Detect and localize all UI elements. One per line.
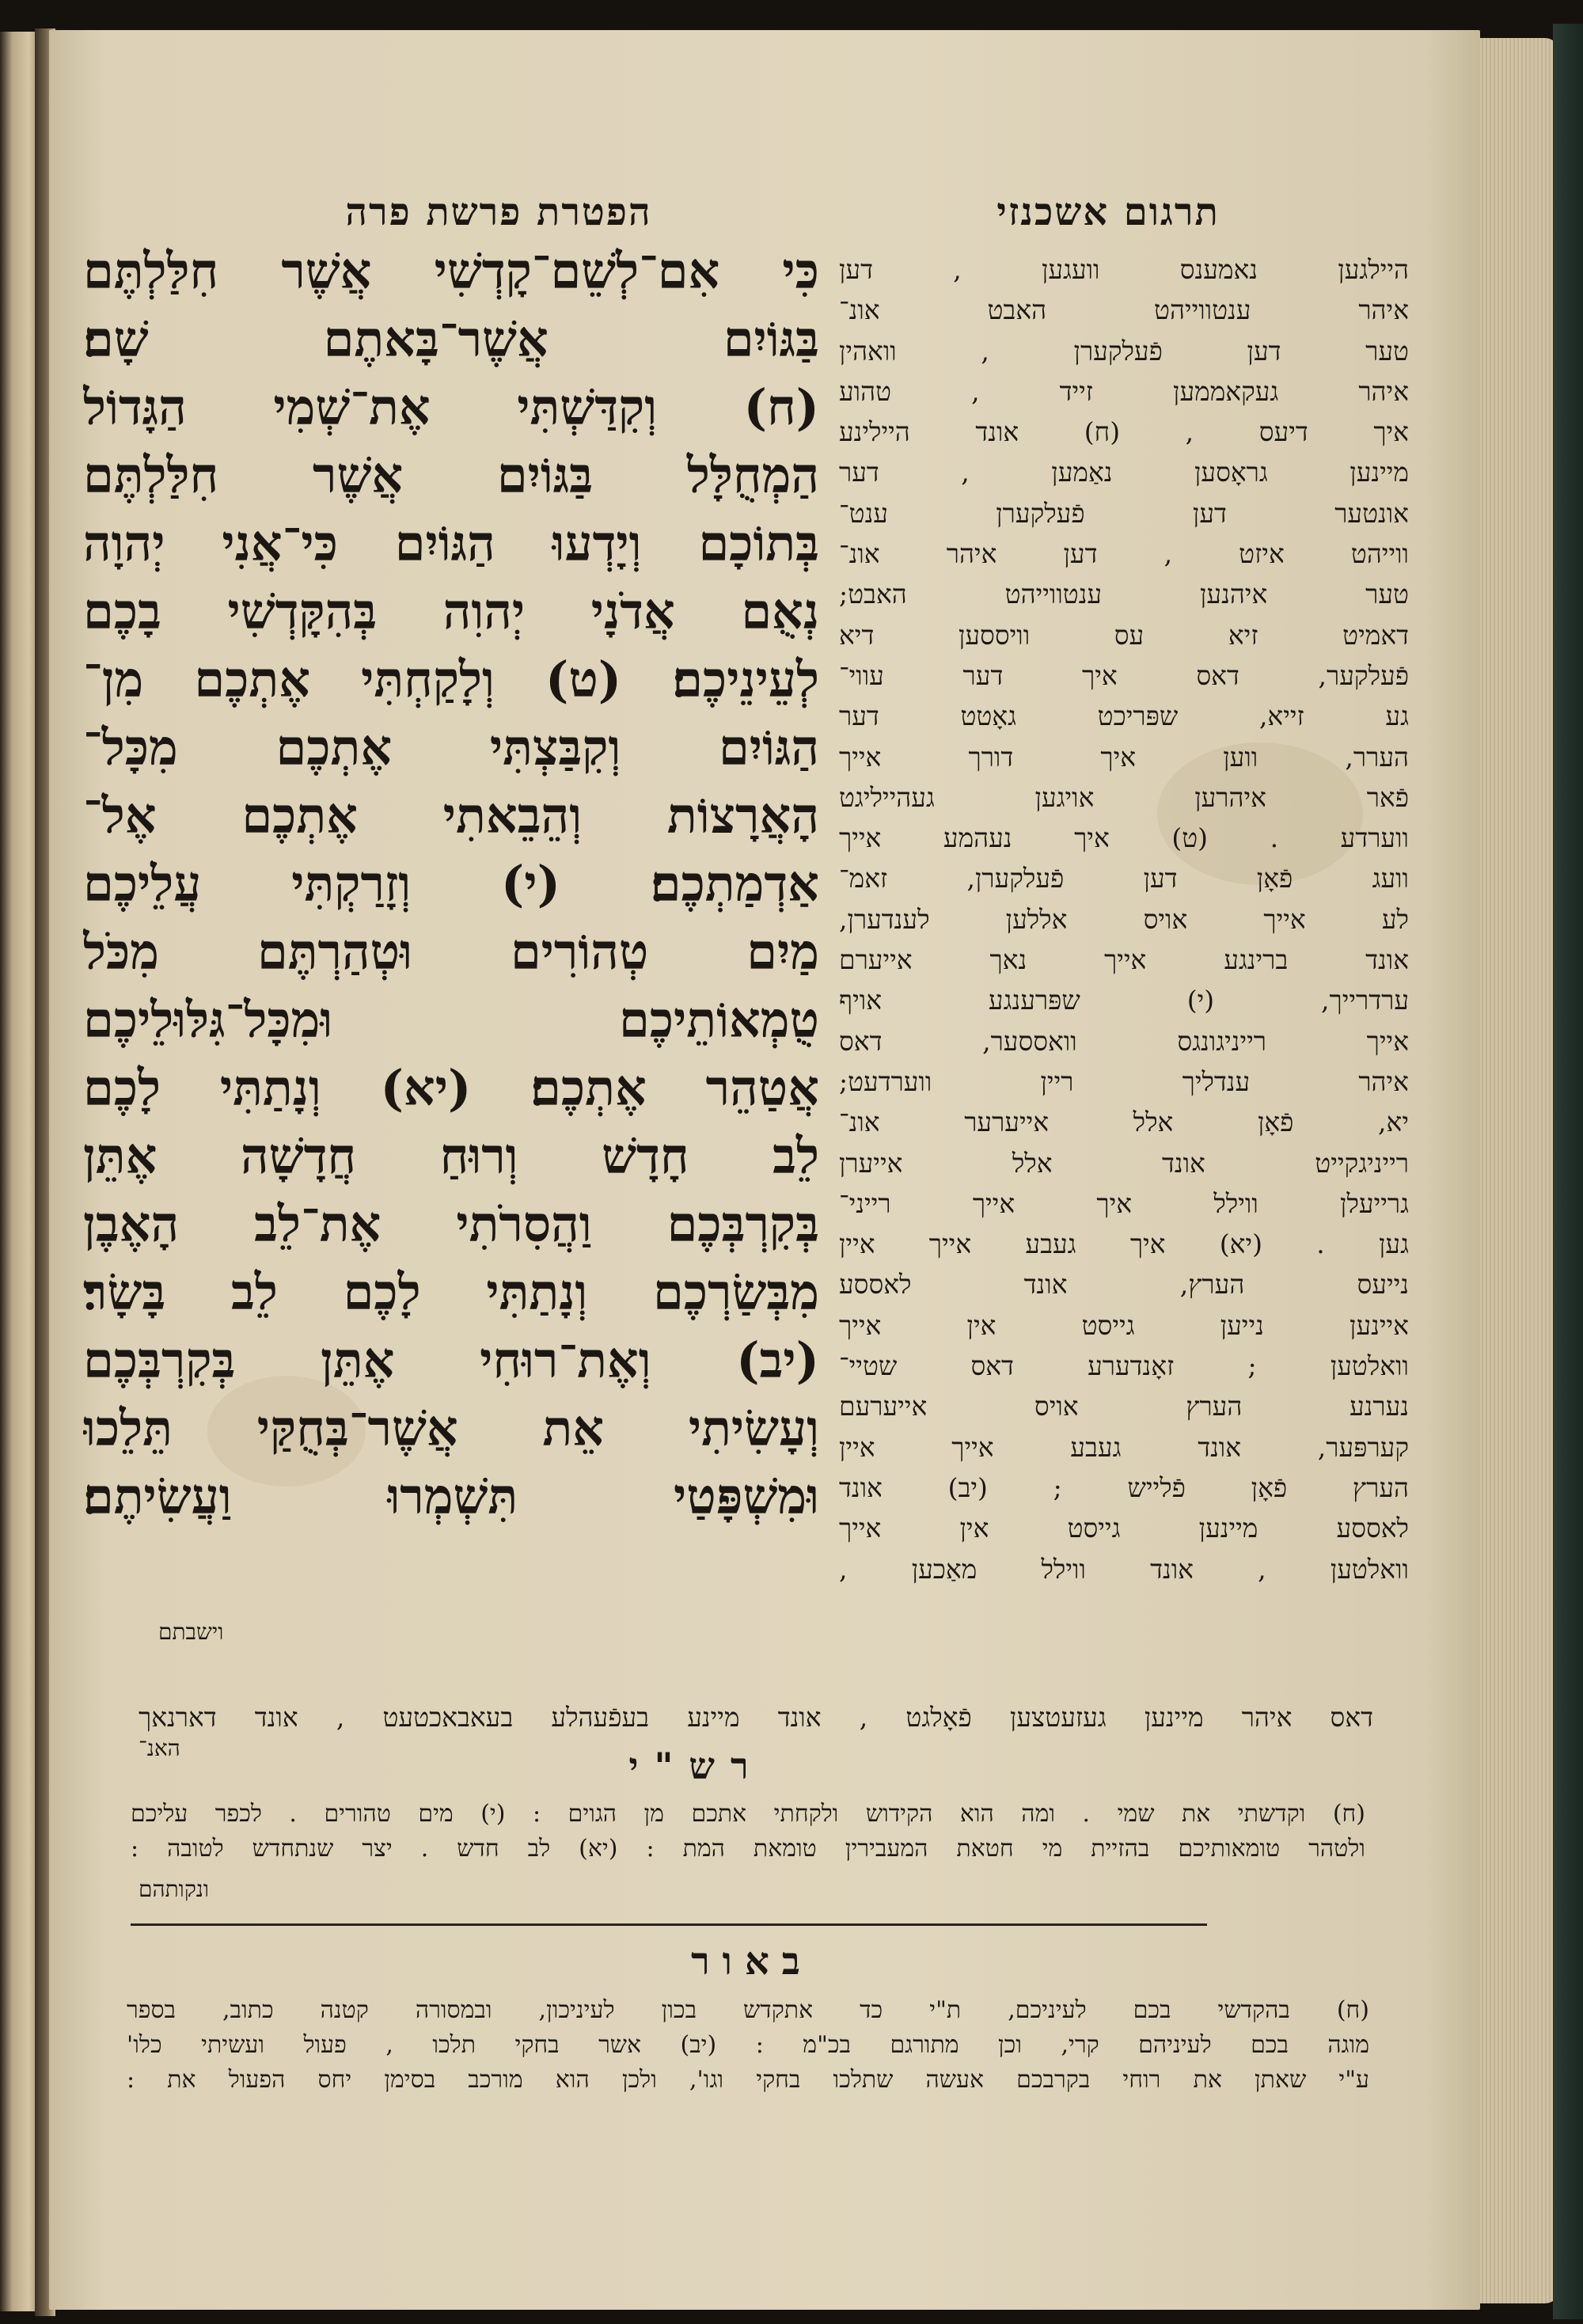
biur-line: מוגה בכם לעיניהם קרי, וכן מתורגם בכ"מ : (יב) אשר בחקי תלכו , פעול ועשיתי כלו' xyxy=(127,2031,1369,2059)
yiddish-line: נייעס הערץ, אונד לאססע xyxy=(839,1269,1409,1301)
hebrew-catchword: וישבתם xyxy=(158,1619,224,1645)
hebrew-line: וְעָשִׂיתִי אֵת אֲשֶׁר־בְּחֻקַּי תֵּלֵכוּ xyxy=(83,1399,819,1457)
yiddish-line: איהר ענטווייהט האבט אונ־ xyxy=(839,294,1409,326)
yiddish-line: ווייהט איזט , דען איהר אונ־ xyxy=(839,538,1409,570)
yiddish-line: לע אייך אויס אללען לענדערן, xyxy=(839,903,1409,935)
yiddish-line: פֿאר איהרען אויגען געהייליגט xyxy=(839,781,1409,813)
yiddish-line: ווערדע . (ט) איך נעהמע אייך xyxy=(839,822,1409,854)
yiddish-translation-column xyxy=(839,249,1409,1706)
yiddish-line: אונטער דען פֿעלקערן ענט־ xyxy=(839,497,1409,529)
hebrew-line: נְאֻם אֲדֹנָי יְהוִה בְּהִקָּדְשִׁי בָכֶם xyxy=(83,583,819,640)
hebrew-line: (יב) וְאֶת־רוּחִי אֶתֵּן בְּקִרְבְּכֶם xyxy=(83,1331,819,1389)
yiddish-continuation-tail: האנ־ xyxy=(139,1735,180,1761)
hebrew-line: טֻמְאוֹתֵיכֶם וּמִכָּל־גִּלּוּלֵיכֶם xyxy=(83,991,819,1049)
yiddish-continuation-line: דאס איהר מיינען געזעטצען פֿאָלגט , אונד מיינע בעפֿעהלע בעאבאכטעט , אונד דארנאך xyxy=(139,1702,1373,1733)
yiddish-line: הערר, ווען איך דורך אייך xyxy=(839,741,1409,773)
yiddish-line: גען . (יא) איך געבע אייך איין xyxy=(839,1228,1409,1260)
yiddish-line: נערנע הערץ אויס אייערעם xyxy=(839,1391,1409,1422)
yiddish-line: אונד ברינגע אייך נאך אייערם xyxy=(839,944,1409,976)
hebrew-text-column xyxy=(83,237,819,1615)
yiddish-line: איהר ענדליך ריין ווערדעט; xyxy=(839,1065,1409,1097)
hebrew-line: אַדְמַתְכֶם׃ (י) וְזָרַקְתִּי עֲלֵיכֶם xyxy=(83,855,819,913)
rashi-line: ולטהר טומאותיכם בהזיית מי חטאת המעבירין טומאת המת : (יא) לב חדש . יצר שנתחדש לטובה : xyxy=(131,1835,1365,1863)
yiddish-line: וואלטען ; זאָנדערע דאס שטיי־ xyxy=(839,1350,1409,1382)
yiddish-line: אייך רייניגונגס וואססער, דאס xyxy=(839,1025,1409,1057)
yiddish-line: גע זייא, שפּריכט גאָטט דער xyxy=(839,701,1409,732)
rashi-catchword: ונקותהם xyxy=(139,1876,210,1902)
biur-commentary xyxy=(127,1993,1369,2098)
hebrew-line: אֲטַהֵר אֶתְכֶם׃ (יא) וְנָתַתִּי לָכֶם xyxy=(83,1059,819,1117)
yiddish-line: ערדרייך, (י) שפּרענגע אויף xyxy=(839,985,1409,1016)
page-header-haftarah: הפטרת פרשת פרה xyxy=(345,190,652,234)
hebrew-line: בְּתוֹכָם וְיָדְעוּ הַגּוֹיִם כִּי־אֲנִי יְהוָה xyxy=(83,515,819,572)
yiddish-line: לאססע מיינען גייסט אין אייך xyxy=(839,1513,1409,1544)
yiddish-line: פֿעלקער, דאס איך דער עווי־ xyxy=(839,659,1409,691)
yiddish-line: היילגען נאמענס וועגען , דען xyxy=(839,254,1409,285)
yiddish-line: רייניגקייט אונד אלל אייערן xyxy=(839,1147,1409,1179)
biur-line: (ח) בהקדשי בכם לעיניכם, ת"י כד אתקדש בכון לעיניכון, ובמסורה קטנה כתוב, בספר xyxy=(127,1996,1369,2024)
hebrew-line: לֵב חָדָשׁ וְרוּחַ חֲדָשָׁה אֶתֵּן xyxy=(83,1127,819,1185)
hebrew-line: הַמְחֻלָּל בַּגּוֹיִם אֲשֶׁר חִלַּלְתֶּם xyxy=(83,446,819,504)
yiddish-line: איהר געקאממען זייד , טהוע xyxy=(839,375,1409,407)
yiddish-line: גרייעלן ווילל איך אייך רייני־ xyxy=(839,1187,1409,1219)
yiddish-line: יא, פֿאָן אלל אייערער אונ־ xyxy=(839,1107,1409,1138)
rashi-heading: רש"י xyxy=(628,1745,765,1787)
yiddish-line: איך דיעס , (ח) אונד היילינע xyxy=(839,416,1409,448)
hebrew-line: מַיִם טְהוֹרִים וּטְהַרְתֶּם מִכֹּל xyxy=(83,923,819,981)
biur-heading: באור xyxy=(691,1939,813,1984)
biur-line: ע"י שאתן את רוחי בקרבכם אעשה שתלכו בחקי וגו', ולכן הוא מורכב בסימן יחס הפעול את : xyxy=(127,2066,1369,2094)
section-divider xyxy=(131,1923,1207,1926)
hebrew-line: מִבְּשַׂרְכֶם וְנָתַתִּי לָכֶם לֵב בָּשָׂר׃ xyxy=(83,1263,819,1321)
yiddish-line: קערפּער, אונד געבע אייך איין xyxy=(839,1431,1409,1463)
yiddish-line: וואלטען , אונד ווילל מאַכען , xyxy=(839,1553,1409,1585)
yiddish-line: מיינען גראָסען נאַמען , דער xyxy=(839,457,1409,488)
hebrew-line: הַגּוֹיִם וְקִבַּצְתִּי אֶתְכֶם מִכָּל־ xyxy=(83,719,819,777)
hebrew-line: וּמִשְׁפָּטַי תִּשְׁמְרוּ וַעֲשִׂיתֶם׃ xyxy=(83,1468,819,1525)
page-header-translation: תרגום אשכנזי xyxy=(996,190,1220,234)
rashi-line: (ח) וקדשתי את שמי . ומה הוא הקידוש ולקחתי אתכם מן הגוים : (י) מים טהורים . לכפר עליכם xyxy=(131,1800,1365,1828)
hebrew-line: הָאֲרָצוֹת וְהֵבֵאתִי אֶתְכֶם אֶל־ xyxy=(83,787,819,845)
yiddish-line: דאמיט זיא עס וויססען דיא xyxy=(839,619,1409,651)
hebrew-line: בַּגּוֹיִם אֲשֶׁר־בָּאתֶם שָׁם׃ xyxy=(83,310,819,368)
hebrew-line: (ח) וְקִדַּשְׁתִּי אֶת־שְׁמִי הַגָּדוֹל xyxy=(83,378,819,436)
hebrew-line: כִּי אִם־לְשֵׁם־קָדְשִׁי אֲשֶׁר חִלַּלְתֶּם xyxy=(83,242,819,300)
yiddish-line: טער איהנען ענטווייהט האבט; xyxy=(839,579,1409,610)
rashi-commentary xyxy=(131,1797,1365,1866)
yiddish-line: איינען נייען גייסט אין אייך xyxy=(839,1309,1409,1341)
yiddish-line: טער דען פֿעלקערן , וואהין xyxy=(839,335,1409,366)
hebrew-line: לְעֵינֵיכֶם׃ (ט) וְלָקַחְתִּי אֶתְכֶם מִן־ xyxy=(83,651,819,708)
yiddish-line: הערץ פֿאָן פֿלייש ; (יב) אונד xyxy=(839,1471,1409,1503)
cover-edge xyxy=(1553,24,1583,2319)
hebrew-line: בְּקִרְבְּכֶם וַהֲסִרֹתִי אֶת־לֵב הָאֶבֶן xyxy=(83,1195,819,1253)
yiddish-line: וועג פֿאָן דען פֿעלקערן, זאמ־ xyxy=(839,863,1409,894)
